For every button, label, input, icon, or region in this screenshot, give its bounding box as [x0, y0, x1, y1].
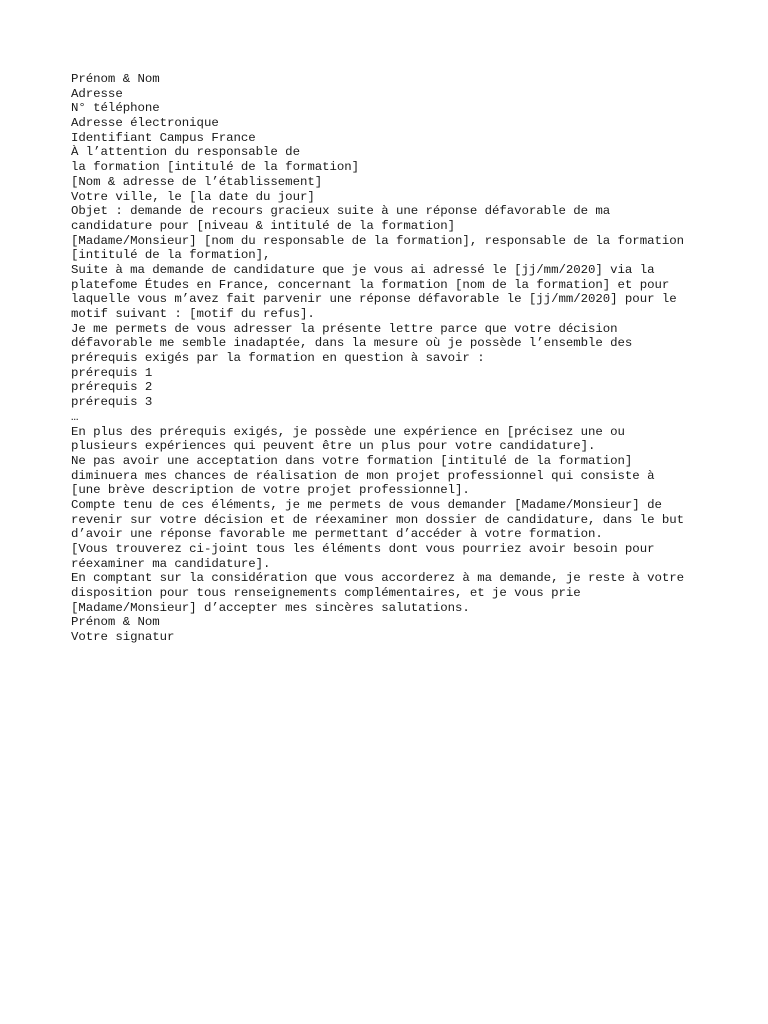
paragraph-line: platefome Études en France, concernant la formation [nom de la formation] et pour: [71, 277, 670, 292]
paragraph-line: [Vous trouverez ci-joint tous les éléments dont vous pourriez avoir besoin pour: [71, 542, 655, 556]
paragraph-line: d’avoir une réponse favorable me permettant d’accéder à votre formation.: [71, 527, 603, 542]
recipient-line: À l’attention du responsable de: [71, 145, 300, 160]
sender-address: Adresse: [71, 86, 123, 101]
recipient-line: [Nom & adresse de l’établissement]: [71, 174, 323, 189]
list-item: prérequis 1: [71, 365, 153, 380]
paragraph-line: [une brève description de votre projet professionnel].: [71, 483, 470, 498]
recipient-line: la formation [intitulé de la formation]: [71, 160, 360, 175]
sender-phone: N° téléphone: [71, 101, 160, 116]
signature-name: Prénom & Nom: [71, 615, 160, 630]
paragraph-line: plusieurs expériences qui peuvent être un plus pour votre candidature].: [71, 439, 596, 454]
list-item: prérequis 3: [71, 395, 153, 410]
paragraph-line: motif suivant : [motif du refus].: [71, 307, 315, 321]
sender-name: Prénom & Nom: [71, 72, 160, 86]
subject-line: candidature pour [niveau & intitulé de la formation]: [71, 218, 456, 233]
sender-email: Adresse électronique: [71, 116, 219, 131]
salutation-line: [intitulé de la formation],: [71, 248, 271, 263]
paragraph-line: diminuera mes chances de réalisation de mon projet professionnel qui consiste à: [71, 468, 655, 483]
paragraph-line: Suite à ma demande de candidature que je vous ai adressé le [jj/mm/2020] via la: [71, 262, 655, 277]
closing-line: disposition pour tous renseignements complémentaires, et je vous prie: [71, 586, 581, 601]
sender-campus-id: Identifiant Campus France: [71, 130, 256, 145]
paragraph-line: En plus des prérequis exigés, je possède une expérience en [précisez une ou: [71, 424, 625, 439]
signature-placeholder: Votre signatur: [71, 630, 175, 645]
paragraph-line: réexaminer ma candidature].: [71, 556, 271, 571]
paragraph-line: revenir sur votre décision et de réexaminer mon dossier de candidature, dans le but: [71, 512, 685, 527]
paragraph-line: prérequis exigés par la formation en question à savoir :: [71, 351, 485, 366]
closing-line: En comptant sur la considération que vous accorderez à ma demande, je reste à votre: [71, 571, 685, 586]
letter-body: [71, 72, 711, 645]
paragraph-line: défavorable me semble inadaptée, dans la mesure où je possède l’ensemble des: [71, 336, 633, 351]
list-item: prérequis 2: [71, 380, 153, 395]
paragraph-line: Compte tenu de ces éléments, je me permets de vous demander [Madame/Monsieur] de: [71, 497, 662, 512]
list-item: …: [71, 409, 79, 424]
date-line: Votre ville, le [la date du jour]: [71, 189, 315, 204]
closing-line: [Madame/Monsieur] d’accepter mes sincères salutations.: [71, 600, 470, 615]
salutation-line: [Madame/Monsieur] [nom du responsable de la formation], responsable de la formation: [71, 233, 685, 248]
paragraph-line: Ne pas avoir une acceptation dans votre formation [intitulé de la formation]: [71, 453, 633, 468]
subject-line: Objet : demande de recours gracieux suite à une réponse défavorable de ma: [71, 204, 611, 219]
paragraph-line: laquelle vous m’avez fait parvenir une réponse défavorable le [jj/mm/2020] pour le: [71, 292, 677, 307]
paragraph-line: Je me permets de vous adresser la présente lettre parce que votre décision: [71, 321, 618, 336]
